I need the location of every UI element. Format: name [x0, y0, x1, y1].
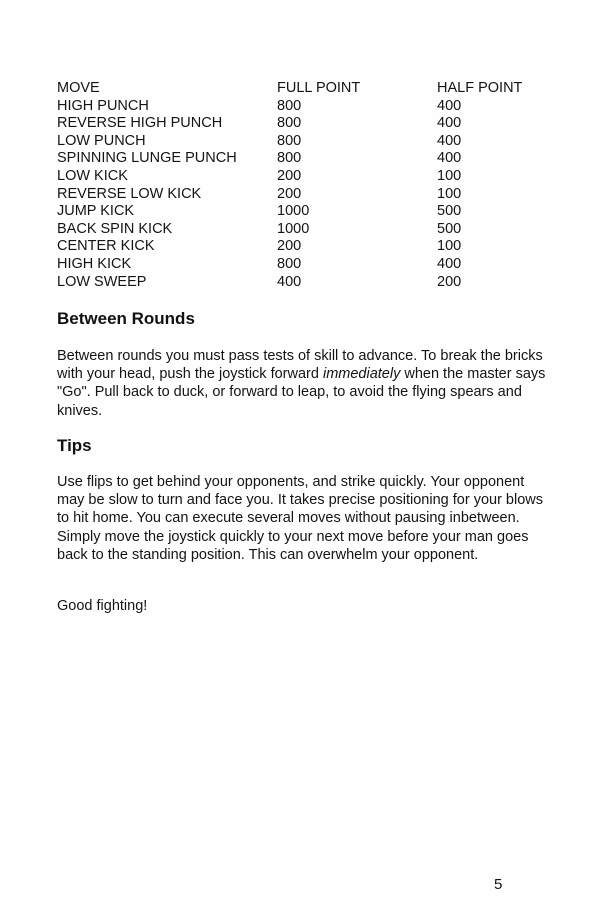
move-name: CENTER KICK: [57, 238, 155, 255]
full-point-value: 800: [277, 255, 302, 272]
half-point-value: 400: [437, 97, 462, 114]
table-row: [57, 274, 537, 292]
half-point-value: 400: [437, 150, 462, 167]
half-point-value: 500: [437, 220, 462, 237]
table-row: [57, 186, 537, 204]
move-name: REVERSE HIGH PUNCH: [57, 115, 223, 132]
full-point-value: 800: [277, 115, 302, 132]
page-number: 5: [494, 876, 503, 893]
column-header-move: MOVE: [57, 80, 100, 96]
half-point-value: 400: [437, 255, 462, 272]
move-name: BACK SPIN KICK: [57, 220, 173, 237]
tips-heading: Tips: [57, 436, 92, 455]
move-name: JUMP KICK: [57, 203, 135, 220]
column-header-half-point: HALF POINT: [437, 80, 523, 96]
move-name: REVERSE LOW KICK: [57, 185, 202, 202]
between-rounds-paragraph: [57, 347, 547, 420]
full-point-value: 800: [277, 132, 302, 149]
score-table: [57, 80, 537, 291]
score-table-body: [57, 98, 537, 292]
closing-line: Good fighting!: [57, 598, 148, 614]
full-point-value: 200: [277, 238, 302, 255]
between-rounds-heading: Between Rounds: [57, 309, 195, 328]
tips-paragraph: Use flips to get behind your opponents, and strike quickly. Your opponent may be slow to turn and face you. It takes precise positioning for your blows to hit home. You can execute several moves without pausing inbetween. Simply move the joystick quickly to your next move before your man goes back to the standing position. This can overwhelm your opponent.: [57, 474, 543, 563]
table-row: [57, 238, 537, 256]
full-point-value: 800: [277, 97, 302, 114]
table-row: [57, 133, 537, 151]
move-name: HIGH PUNCH: [57, 97, 149, 114]
between-rounds-text-start: Between rounds you must pass tests of skill to advance. To break the bricks with your head, push the joystick forward: [57, 348, 543, 383]
half-point-value: 100: [437, 238, 462, 255]
half-point-value: 100: [437, 185, 462, 202]
table-row: [57, 115, 537, 133]
between-rounds-text-end: when the master says "Go". Pull back to duck, or forward to leap, to avoid the flying spears and knives.: [57, 366, 546, 419]
full-point-value: 800: [277, 150, 302, 167]
move-name: SPINNING LUNGE PUNCH: [57, 150, 237, 167]
full-point-value: 1000: [277, 220, 310, 237]
half-point-value: 400: [437, 132, 462, 149]
full-point-value: 200: [277, 167, 302, 184]
between-rounds-emphasis: immediately: [322, 366, 401, 383]
full-point-value: 400: [277, 273, 302, 290]
table-row: [57, 221, 537, 239]
move-name: LOW PUNCH: [57, 132, 146, 149]
table-header-row: [57, 80, 537, 98]
half-point-value: 100: [437, 167, 462, 184]
table-row: [57, 98, 537, 116]
full-point-value: 1000: [277, 203, 310, 220]
half-point-value: 500: [437, 203, 462, 220]
move-name: LOW SWEEP: [57, 273, 147, 290]
half-point-value: 200: [437, 273, 462, 290]
table-row: [57, 168, 537, 186]
move-name: HIGH KICK: [57, 255, 132, 272]
table-row: [57, 150, 537, 168]
table-row: [57, 256, 537, 274]
half-point-value: 400: [437, 115, 462, 132]
table-row: [57, 203, 537, 221]
move-name: LOW KICK: [57, 167, 128, 184]
full-point-value: 200: [277, 185, 302, 202]
column-header-full-point: FULL POINT: [277, 80, 361, 96]
